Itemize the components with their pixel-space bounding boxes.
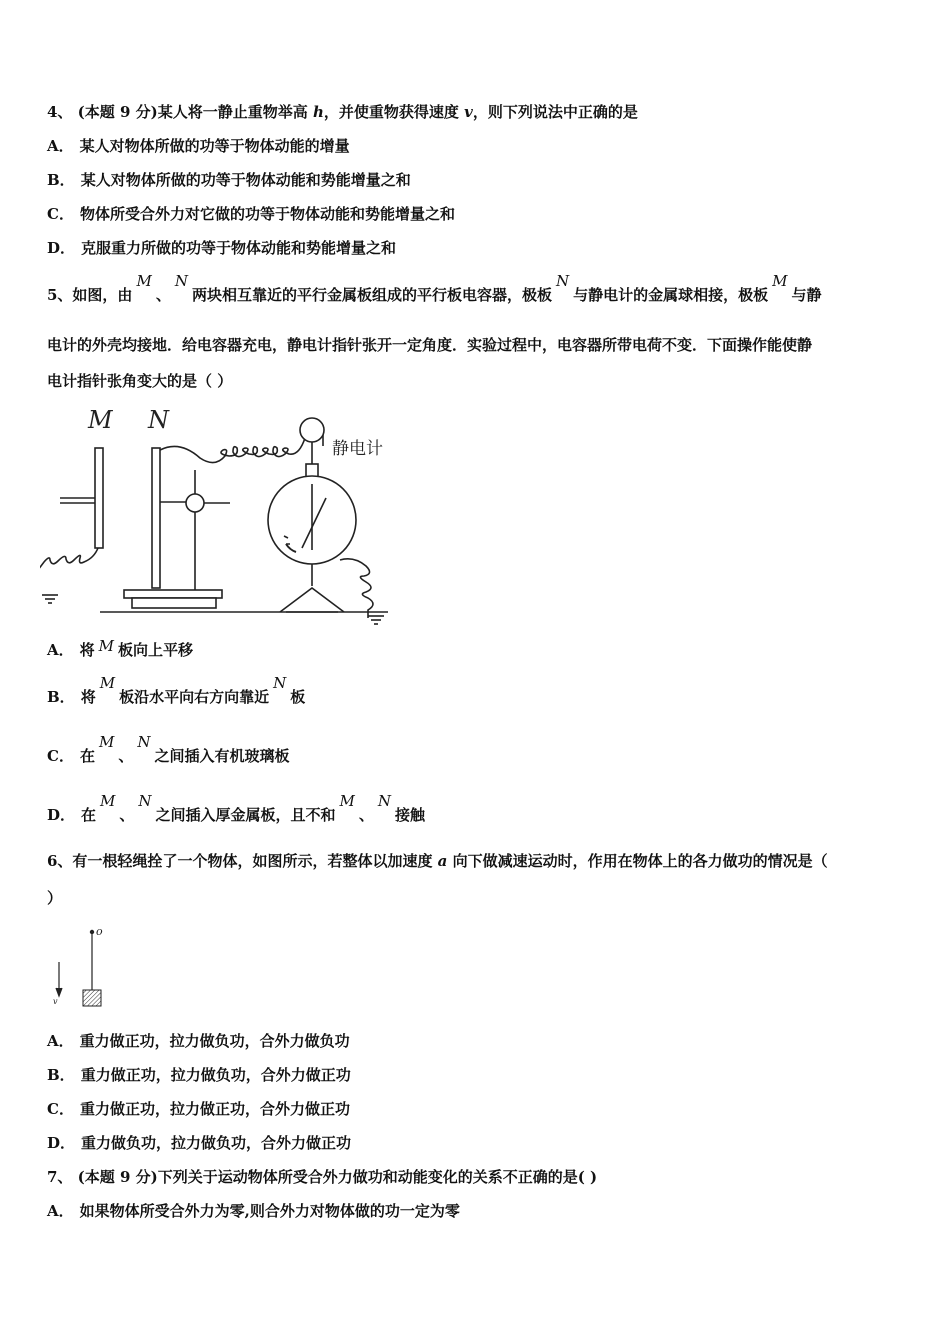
q5-option-c: C． 在M、N之间插入有机玻璃板 <box>47 733 290 765</box>
q6-option-d: D． 重力做负功，拉力做负功，合外力做正功 <box>47 1134 352 1152</box>
q6-option-b: B． 重力做正功，拉力做负功，合外力做正功 <box>47 1066 351 1084</box>
plate-n <box>152 448 160 588</box>
q7-option-a: A． 如果物体所受合外力为零,则合外力对物体做的功一定为零 <box>47 1202 460 1220</box>
hanging-block <box>83 990 101 1006</box>
q4-stem-mid: ，并使重物获得速度 <box>323 103 465 121</box>
q4-option-d: D． 克服重力所做的功等于物体动能和势能增量之和 <box>47 239 397 257</box>
q5-stem-line2: 电计的外壳均接地．给电容器充电，静电计指针张开一定角度．实验过程中，电容器所带电荷不变．下面操作能使静 <box>47 336 813 354</box>
fig-label-o: o <box>96 925 103 938</box>
q6-option-c: C． 重力做正功，拉力做正功，合外力做正功 <box>47 1100 350 1118</box>
fig-label-electroscope: 静电计 <box>332 439 383 459</box>
q7-stem: 7、 (本题 9 分)下列关于运动物体所受合外力做功和动能变化的关系不正确的是( ) <box>47 1168 598 1186</box>
q6-var-a: a <box>437 852 448 870</box>
q5-stem-line3: 电计指针张角变大的是（ ） <box>47 372 233 390</box>
q5-symbol-n: N <box>174 272 188 290</box>
q5-option-d: D． 在M、N之间插入厚金属板，且不和M、N接触 <box>47 792 426 824</box>
plate-m <box>95 448 103 548</box>
q5-option-a: A． 将 M 板向上平移 <box>47 637 194 659</box>
q5-option-b: B． 将M板沿水平向右方向靠近N板 <box>47 674 306 706</box>
q4-option-c: C． 物体所受合外力对它做的功等于物体动能和势能增量之和 <box>47 205 455 223</box>
q5-electroscope-figure <box>40 400 400 632</box>
q6-option-a: A． 重力做正功，拉力做负功，合外力做负功 <box>47 1032 350 1050</box>
q4-stem-pre: 4、 (本题 9 分)某人将一静止重物举高 <box>47 103 313 121</box>
electroscope-ball <box>300 418 324 442</box>
q4-var-v: v <box>464 103 473 121</box>
q6-stem-line1: 6、有一根轻绳拴了一个物体，如图所示，若整体以加速度 a 向下做减速运动时，作用在物体上的各力做功的情况是（ <box>47 852 828 870</box>
q4-var-h: h <box>312 103 324 121</box>
q4-option-a: A． 某人对物体所做的功等于物体动能的增量 <box>47 137 350 155</box>
q4-option-b: B． 某人对物体所做的功等于物体动能和势能增量之和 <box>47 171 411 189</box>
fig-label-n: N <box>148 406 169 434</box>
q5-symbol-m: M <box>136 272 152 290</box>
fig-label-v: v <box>53 997 58 1006</box>
q5-stem-line1: 5、如图，由M、N两块相互靠近的平行金属板组成的平行板电容器，极板N与静电计的金属球相接，极板M与静 <box>47 272 822 304</box>
q4-stem-post: ，则下列说法中正确的是 <box>472 103 638 121</box>
fig-label-m: M <box>88 406 113 434</box>
q6-stem-line2: ） <box>47 889 63 907</box>
q6-rope-figure <box>48 922 118 1012</box>
q4-stem <box>47 102 638 122</box>
